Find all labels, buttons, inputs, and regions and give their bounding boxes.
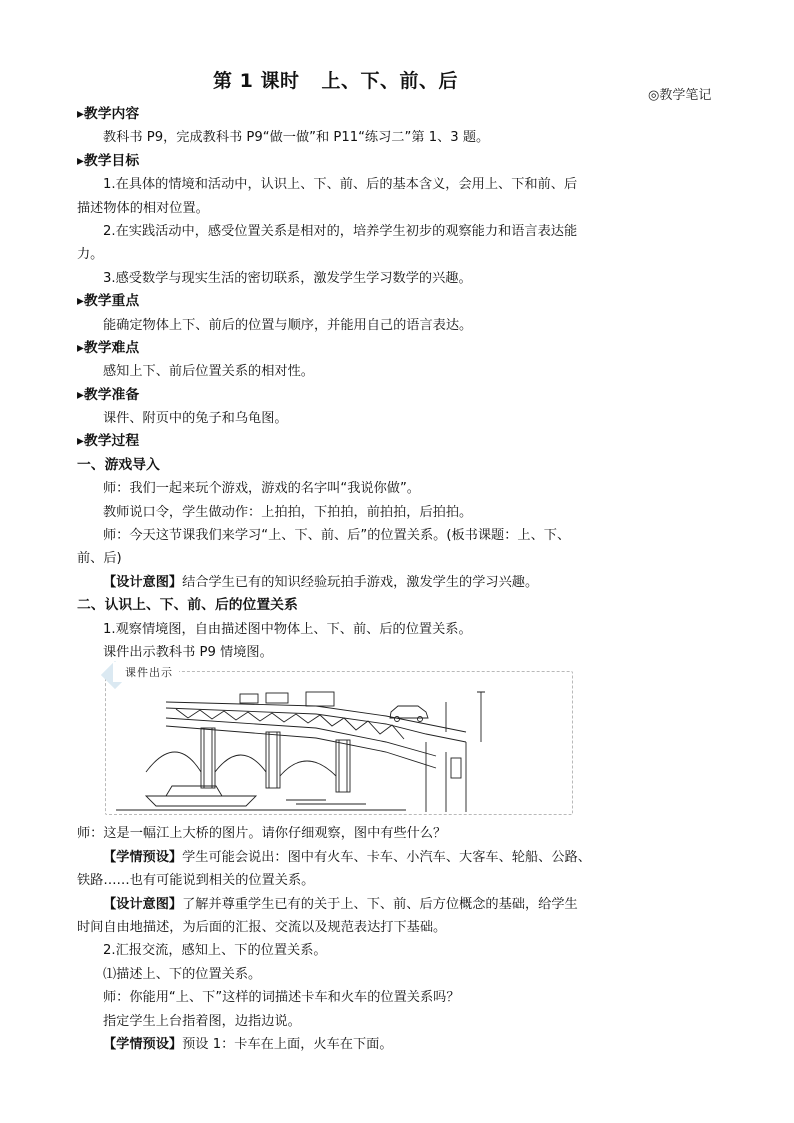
lesson-topic: 上、下、前、后: [321, 70, 458, 92]
paragraph: 课件出示教科书 P9 情境图。: [103, 644, 273, 660]
section-heading-goals: ▸教学目标: [77, 152, 140, 169]
design-intent-tag: 【设计意图】: [103, 896, 183, 912]
design-intent-paragraph: [77, 893, 617, 916]
paragraph: 师：我们一起来玩个游戏，游戏的名字叫“我说你做”。: [103, 481, 420, 497]
paragraph: 2.在实践活动中，感受位置关系是相对的，培养学生初步的观察能力和语言表达能: [103, 223, 578, 239]
preset-paragraph: [77, 1033, 617, 1056]
preset-tag: 【学情预设】: [103, 1036, 183, 1052]
section-heading-prep: ▸教学准备: [77, 386, 140, 403]
paragraph: ⑴描述上、下的位置关系。: [103, 966, 262, 982]
page-title: [213, 66, 458, 93]
figure-label: 课件出示: [113, 662, 179, 682]
paragraph: 指定学生上台指着图，边指边说。: [103, 1013, 301, 1029]
paragraph: 描述物体的相对位置。: [77, 200, 209, 216]
paragraph: 师：这是一幅江上大桥的图片。请你仔细观察，图中有些什么？: [77, 826, 447, 842]
paragraph: 师：今天这节课我们来学习“上、下、前、后”的位置关系。(板书课题：上、下、: [103, 528, 571, 544]
bridge-illustration: [106, 672, 572, 814]
notes-tag: ◎教学笔记: [648, 88, 712, 103]
design-intent-text: 结合学生已有的知识经验玩拍手游戏，激发学生的学习兴趣。: [182, 574, 539, 590]
preset-text: 预设 1：卡车在上面，火车在下面。: [182, 1036, 393, 1052]
preset-tag: 【学情预设】: [103, 849, 183, 865]
paragraph: 能确定物体上下、前后的位置与顺序，并能用自己的语言表达。: [103, 317, 473, 333]
paragraph: 3.感受数学与现实生活的密切联系，激发学生学习数学的兴趣。: [103, 270, 472, 286]
paragraph: 感知上下、前后位置关系的相对性。: [103, 364, 314, 380]
subsection-heading-intro: 一、游戏导入: [77, 456, 160, 473]
subsection-heading-positions: 二、认识上、下、前、后的位置关系: [77, 597, 298, 614]
paragraph: 课件、附页中的兔子和乌龟图。: [103, 411, 288, 427]
paragraph: 2.汇报交流，感知上、下的位置关系。: [103, 943, 327, 959]
courseware-figure-block: [77, 664, 617, 822]
design-intent-paragraph: [77, 571, 617, 594]
paragraph: 前、后): [77, 551, 122, 567]
section-heading-process: ▸教学过程: [77, 433, 140, 450]
section-heading-key: ▸教学重点: [77, 293, 140, 310]
paragraph: 师：你能用“上、下”这样的词描述卡车和火车的位置关系吗？: [103, 990, 460, 1006]
design-intent-text: 了解并尊重学生已有的关于上、下、前、后方位概念的基础，给学生: [182, 896, 578, 912]
paragraph: 时间自由地描述，为后面的汇报、交流以及规范表达打下基础。: [77, 919, 447, 935]
paragraph: 1.观察情境图，自由描述图中物体上、下、前、后的位置关系。: [103, 621, 472, 637]
lesson-body: [77, 103, 617, 1056]
preset-paragraph: [77, 846, 617, 869]
paragraph: 教科书 P9，完成教科书 P9“做一做”和 P11“练习二”第 1、3 题。: [103, 130, 490, 146]
paragraph: 教师说口令，学生做动作：上拍拍，下拍拍，前拍拍，后拍拍。: [103, 504, 473, 520]
lesson-number: 第 1 课时: [213, 70, 300, 92]
section-heading-difficulty: ▸教学难点: [77, 339, 140, 356]
bridge-illustration-frame: [105, 671, 573, 815]
paragraph: 力。: [77, 247, 104, 263]
preset-text: 学生可能会说出：图中有火车、卡车、小汽车、大客车、轮船、公路、: [182, 849, 591, 865]
design-intent-tag: 【设计意图】: [103, 574, 183, 590]
paragraph: 铁路……也有可能说到相关的位置关系。: [77, 873, 315, 889]
paragraph: 1.在具体的情境和活动中，认识上、下、前、后的基本含义，会用上、下和前、后: [103, 177, 578, 193]
section-heading-content: ▸教学内容: [77, 106, 140, 122]
